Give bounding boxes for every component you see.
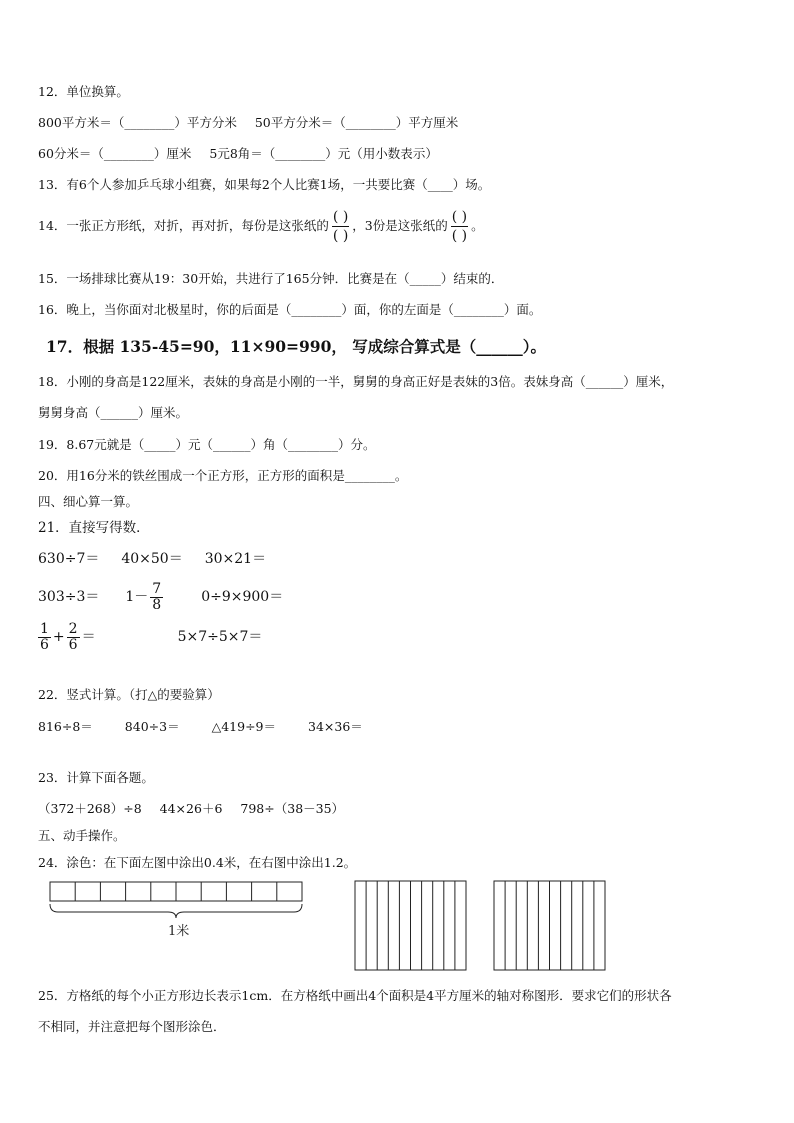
q21-r1-item: 630÷7＝ [38, 551, 100, 567]
q25-line2: 不相同，并注意把每个图形涂色． [38, 1019, 226, 1034]
q21-r3-b: 5×7÷5×7＝ [177, 629, 263, 645]
q23-row [38, 801, 344, 817]
q16-text: 16．晚上，当你面对北极星时，你的后面是（________）面，你的左面是（________）面。 [38, 302, 542, 317]
q22-item: 840÷3＝ [124, 719, 180, 734]
q21-r1-item: 30×21＝ [204, 551, 267, 567]
q19-text: 19．8.67元就是（_____）元（______）角（________）分。 [38, 437, 376, 452]
q21-r2-c: 0÷9×900＝ [201, 589, 284, 605]
q21-r3-eq: ＝ [81, 629, 96, 645]
q14-part1: 14．一张正方形纸，对折，再对折，每份是这张纸的 [38, 218, 329, 233]
q21-r2-b-int: 1－ [125, 589, 149, 605]
q23-title: 23．计算下面各题。 [38, 770, 154, 785]
q21-r2-b-fraction [150, 582, 163, 613]
q18-line2: 舅舅身高（______）厘米。 [38, 405, 189, 420]
q21-r2-a: 303÷3＝ [38, 589, 100, 605]
q22-item: 816÷8＝ [38, 719, 93, 734]
q21-r3-f1-den: 6 [40, 636, 49, 653]
q23-item: （372＋268）÷8 [38, 801, 142, 816]
q14-fraction-2-den: ( ) [451, 228, 468, 244]
q12-row1 [38, 115, 458, 131]
q24-ruler-label: 1米 [168, 924, 190, 939]
q24-ruler-brace [50, 904, 302, 918]
q22-title: 22．竖式计算。（打△的要验算） [38, 687, 220, 702]
q22-row [38, 719, 363, 735]
q23-item: 798÷（38－35） [240, 801, 345, 816]
q21-row2 [38, 580, 283, 614]
q12-row2b: 5元8角＝（________）元（用小数表示） [209, 146, 438, 161]
q22-item: 34×36＝ [308, 719, 363, 734]
q21-r2-b-den: 8 [152, 596, 162, 613]
q14-fraction-2-num: ( ) [451, 209, 468, 225]
q14-row [38, 208, 484, 245]
q18-line1: 18．小刚的身高是122厘米，表妹的身高是小刚的一半，舅舅的身高正好是表妹的3倍。表妹身高（______）厘米， [38, 374, 674, 389]
q24-ruler-figure [48, 880, 308, 940]
q24-strip-figures [354, 880, 610, 974]
q14-part2: ，3份是这张纸的 [352, 218, 448, 233]
q24-strip-rect-2 [494, 881, 605, 970]
q21-title: 21．直接写得数． [38, 520, 150, 536]
q12-row1a: 800平方米＝（________）平方分米 [38, 115, 237, 130]
q20-text: 20．用16分米的铁丝围成一个正方形，正方形的面积是________。 [38, 468, 408, 483]
q21-r3-fraction-1 [38, 622, 51, 653]
q12-title: 12．单位换算。 [38, 84, 129, 99]
q12-row2 [38, 146, 438, 162]
q12-row1b: 50平方分米＝（________）平方厘米 [254, 115, 459, 130]
q21-r3-f2-num: 2 [68, 620, 78, 637]
q25-line1: 25．方格纸的每个小正方形边长表示1cm．在方格纸中画出4个面积是4平方厘米的轴对称图形．要求它们的形状各 [38, 988, 672, 1003]
q21-r3-plus: + [52, 629, 65, 645]
section5-title: 五、动手操作。 [38, 828, 126, 843]
q21-row3 [38, 620, 262, 654]
section4-title: 四、细心算一算。 [38, 494, 139, 509]
q13-text: 13．有6个人参加乒乓球小组赛，如果每2个人比赛1场，一共要比赛（____）场。 [38, 177, 491, 192]
q24-ruler-cells [50, 882, 302, 901]
q24-text: 24．涂色：在下面左图中涂出0.4米，在右图中涂出1.2。 [38, 855, 357, 870]
q14-fraction-1-num: ( ) [332, 209, 349, 225]
q22-item: △419÷9＝ [211, 719, 276, 734]
q14-fraction-2 [451, 208, 468, 245]
q21-r2-b-num: 7 [152, 580, 162, 597]
q21-row1 [38, 551, 266, 567]
q21-r3-f2-den: 6 [68, 636, 78, 653]
q21-r3-fraction-2 [67, 622, 80, 653]
q12-row2a: 60分米＝（________）厘米 [38, 146, 192, 161]
q21-r3-f1-num: 1 [40, 620, 49, 637]
q15-text: 15．一场排球比赛从19：30开始，共进行了165分钟．比赛是在（_____）结束的． [38, 271, 504, 286]
q23-item: 44×26＋6 [159, 801, 223, 816]
q14-fraction-1-den: ( ) [332, 228, 349, 244]
q14-part3: 。 [471, 218, 484, 233]
q17-text: 17．根据 135-45=90，11×90=990， 写成综合算式是（______）。 [46, 337, 546, 356]
q24-strip-rect-1 [355, 881, 466, 970]
q14-fraction-1 [332, 208, 349, 245]
q21-r1-item: 40×50＝ [121, 551, 183, 567]
